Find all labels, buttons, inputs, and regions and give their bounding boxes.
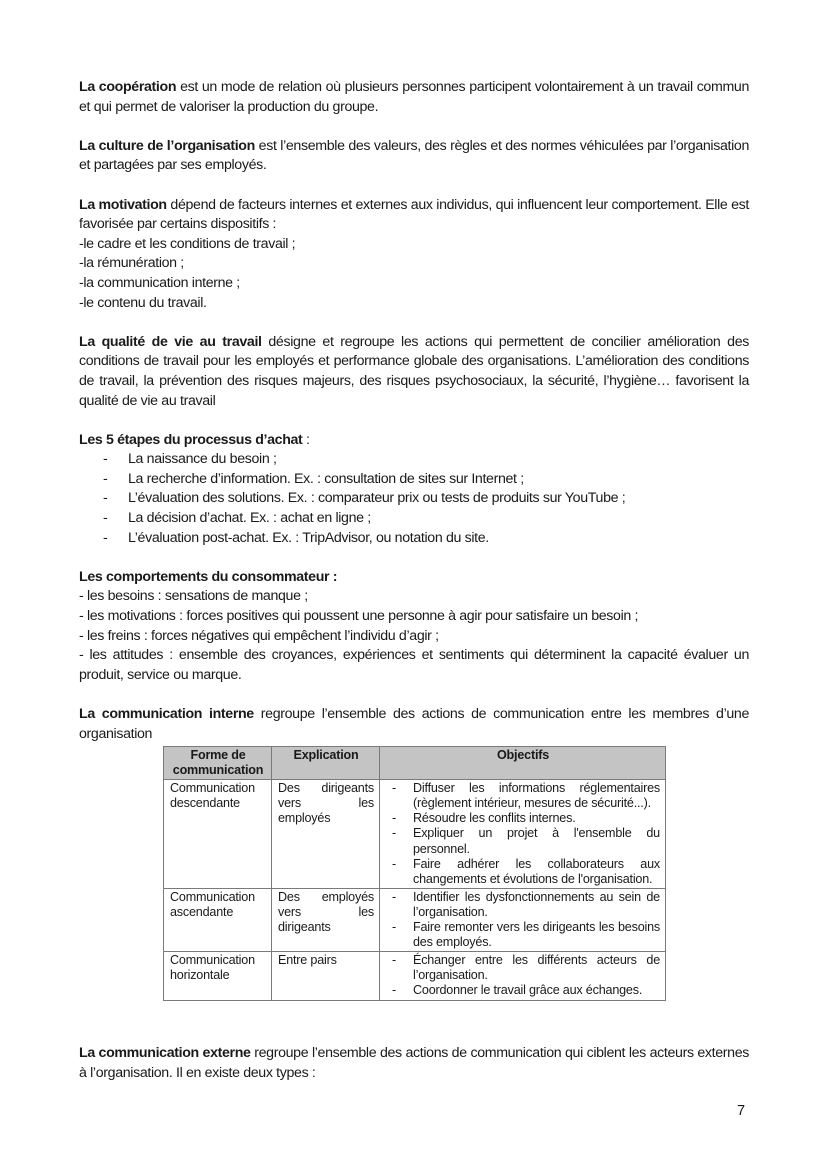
objectif-item: - Résoudre les conflits internes. <box>392 811 576 826</box>
objectif-item: - Faire remonter vers les dirigeants les besoins des employés. <box>392 920 660 950</box>
motivation-item: -le cadre et les conditions de travail ; <box>79 235 296 252</box>
table-header-row <box>164 747 666 780</box>
header-objectifs: Objectifs <box>380 747 666 780</box>
header-explication: Explication <box>272 747 380 780</box>
heading-processus-achat: Les 5 étapes du processus d’achat : <box>79 431 310 448</box>
cell-objectifs <box>380 888 666 951</box>
objectif-item: - Échanger entre les différents acteurs de l’organisation. <box>392 953 660 983</box>
cell-explication: Des dirigeants vers les employés <box>272 780 380 889</box>
comportement-item: - les besoins : sensations de manque ; <box>79 588 308 605</box>
term-motivation: La motivation <box>79 196 167 213</box>
list-item: - La recherche d’information. Ex. : consultation de sites sur Internet ; <box>103 470 524 487</box>
cell-objectifs <box>380 780 666 889</box>
document-page <box>79 78 749 744</box>
heading-comportements: Les comportements du consommateur : <box>79 568 338 585</box>
term-cooperation: La coopération <box>79 79 177 95</box>
list-item: - L’évaluation des solutions. Ex. : comparateur prix ou tests de produits sur YouTube ; <box>103 490 626 507</box>
cell-explication: Des employés vers les dirigeants <box>272 888 380 951</box>
table-row <box>164 780 666 889</box>
objectif-item: - Coordonner le travail grâce aux échanges. <box>392 983 643 998</box>
term-com-externe: La communication externe <box>79 1045 251 1061</box>
header-forme: Forme de communication <box>164 747 272 780</box>
paragraph-com-interne: La communication interne regroupe l’ensemble des actions de communication entre les membres d’une organisation <box>79 706 749 742</box>
comportement-item: - les attitudes : ensemble des croyances, expériences et sentiments qui déterminent la capacité évaluer un produit, service ou marque. <box>79 647 749 683</box>
cell-objectifs <box>380 952 666 1000</box>
cell-forme: Communication descendante <box>164 780 272 889</box>
term-com-interne: La communication interne <box>79 706 254 722</box>
paragraph-qvt: La qualité de vie au travail désigne et regroupe les actions qui permettent de concilier amélioration des conditions de travail pour les employés et performance globale des organisations. L’amélioration des conditions de travail, la prévention des risques majeurs, des risques psychosociaux, la sécurité, l’hygiène… favorisent la qualité de vie au travail <box>79 333 749 409</box>
cell-forme: Communication ascendante <box>164 888 272 951</box>
communication-interne-table <box>163 746 666 1001</box>
objectif-item: - Diffuser les informations réglementaires (règlement intérieur, mesures de sécurité...). <box>392 781 660 811</box>
motivation-item: -la communication interne ; <box>79 274 240 291</box>
paragraph-culture: La culture de l’organisation est l’ensemble des valeurs, des règles et des normes véhiculées par l’organisation et partagées par ses employés. <box>79 137 749 174</box>
table-row <box>164 888 666 951</box>
list-item: - L’évaluation post-achat. Ex. : TripAdvisor, ou notation du site. <box>103 529 489 546</box>
objectif-item: - Identifier les dysfonctionnements au sein de l’organisation. <box>392 889 660 919</box>
term-culture: La culture de l’organisation <box>79 137 255 154</box>
objectif-item: - Expliquer un projet à l'ensemble du personnel. <box>392 826 660 856</box>
list-item: - La décision d’achat. Ex. : achat en ligne ; <box>103 510 371 527</box>
achat-steps-list <box>79 450 749 548</box>
comportement-item: - les motivations : forces positives qui poussent une personne à agir pour satisfaire un besoin ; <box>79 608 639 625</box>
motivation-item: -la rémunération ; <box>79 255 184 272</box>
comportement-item: - les freins : forces négatives qui empêchent l’individu d’agir ; <box>79 627 439 644</box>
list-item: - La naissance du besoin ; <box>103 451 277 468</box>
document-page-bottom <box>79 1044 749 1083</box>
communication-table-wrapper <box>163 746 666 1001</box>
table-row <box>164 952 666 1000</box>
objectif-item: - Faire adhérer les collaborateurs aux changements et évolutions de l'organisation. <box>392 856 660 886</box>
paragraph-com-externe: La communication externe regroupe l’ensemble des actions de communication qui ciblent les acteurs externes à l’organisation. Il en existe deux types : <box>79 1045 749 1081</box>
term-qvt: La qualité de vie au travail <box>79 333 262 350</box>
paragraph-cooperation: La coopération est un mode de relation où plusieurs personnes participent volontairement à un travail commun et qui permet de valoriser la production du groupe. <box>79 79 749 115</box>
cell-explication: Entre pairs <box>272 952 380 1000</box>
motivation-item: -le contenu du travail. <box>79 294 207 311</box>
paragraph-motivation: La motivation dépend de facteurs internes et externes aux individus, qui influencent leur comportement. Elle est favorisée par certains dispositifs : <box>79 196 749 233</box>
cell-forme: Communication horizontale <box>164 952 272 1000</box>
page-number: 7 <box>737 1103 746 1119</box>
